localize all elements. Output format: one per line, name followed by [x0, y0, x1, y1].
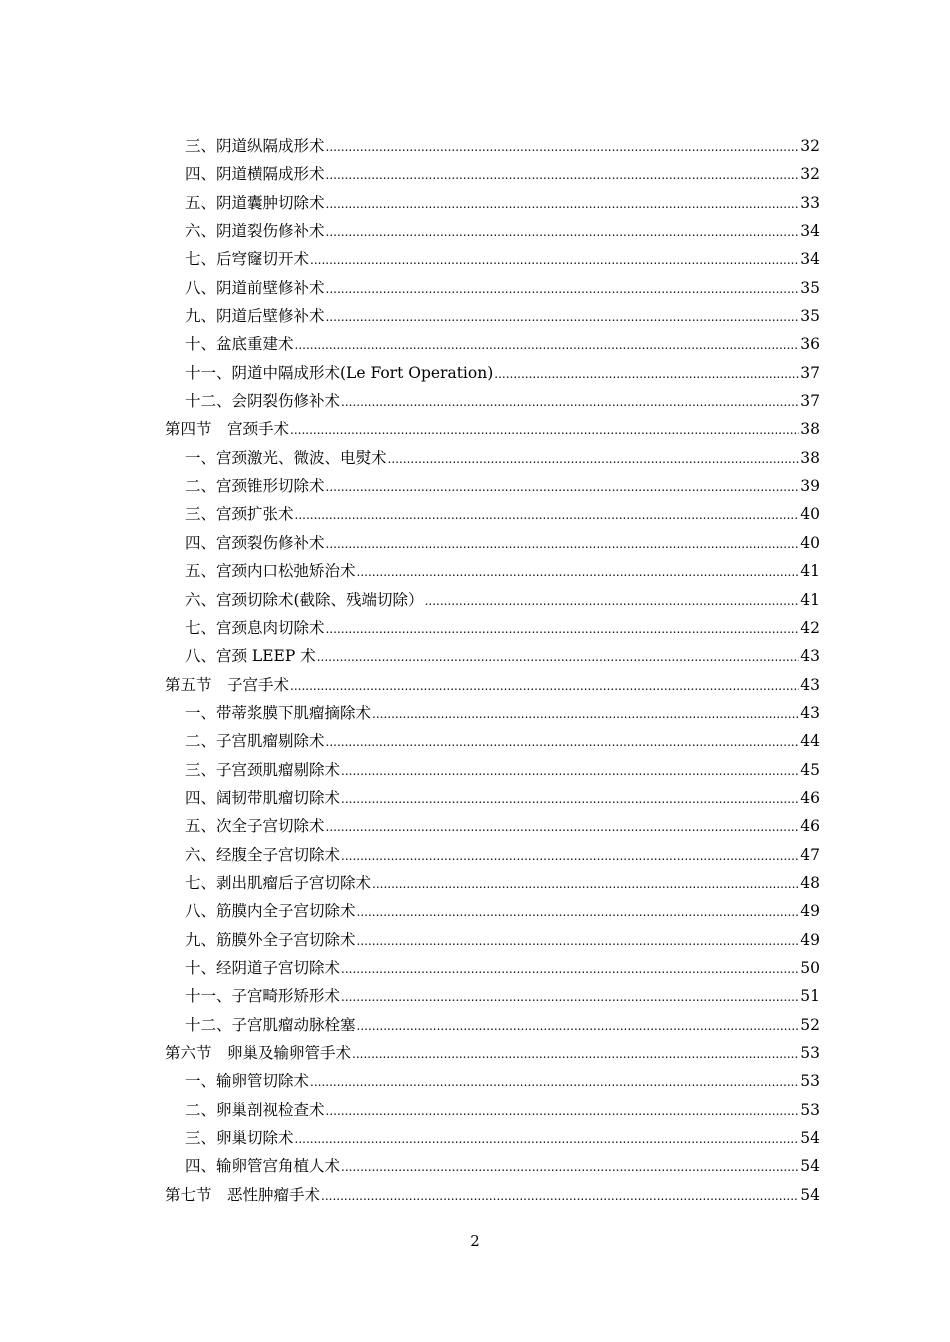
page-number: 2: [470, 1232, 480, 1250]
toc-dot-leader: [341, 757, 799, 785]
toc-entry-label: 一、输卵管切除术: [185, 1072, 310, 1091]
toc-entry[interactable]: [165, 217, 820, 245]
toc-entry-label: 六、宫颈切除术(截除、残端切除）: [185, 590, 424, 609]
table-of-contents: [165, 132, 820, 1209]
toc-entry-label: 四、阴道横隔成形术: [185, 165, 325, 184]
toc-entry-page: 49: [800, 902, 820, 921]
toc-entry-label: 六、经腹全子宫切除术: [185, 845, 341, 864]
toc-entry[interactable]: [165, 926, 820, 954]
toc-entry-label: 六、阴道裂伤修补术: [185, 222, 325, 241]
toc-entry-label: 十二、会阴裂伤修补术: [185, 392, 341, 411]
toc-dot-leader: [310, 246, 799, 274]
toc-dot-leader: [372, 700, 799, 728]
toc-entry[interactable]: [165, 274, 820, 302]
toc-entry-label: 二、卵巢剖视检查术: [185, 1100, 325, 1119]
toc-entry-page: 52: [800, 1015, 820, 1034]
toc-entry[interactable]: [165, 444, 820, 472]
toc-entry[interactable]: [165, 1067, 820, 1095]
toc-dot-leader: [290, 416, 799, 444]
toc-entry[interactable]: [165, 387, 820, 415]
toc-dot-leader: [494, 360, 799, 388]
toc-entry[interactable]: [165, 812, 820, 840]
toc-section-entry[interactable]: [165, 671, 820, 699]
toc-entry[interactable]: [165, 302, 820, 330]
toc-section-entry[interactable]: [165, 1181, 820, 1209]
toc-entry[interactable]: [165, 727, 820, 755]
toc-dot-leader: [326, 615, 800, 643]
toc-entry-label: 五、阴道囊肿切除术: [185, 193, 325, 212]
toc-section-entry[interactable]: [165, 415, 820, 443]
toc-dot-leader: [341, 1153, 799, 1181]
toc-entry-page: 34: [800, 250, 820, 269]
toc-entry[interactable]: [165, 529, 820, 557]
toc-entry[interactable]: [165, 841, 820, 869]
toc-entry-label: 一、带蒂浆膜下肌瘤摘除术: [185, 703, 372, 722]
toc-dot-leader: [326, 218, 800, 246]
toc-entry[interactable]: [165, 642, 820, 670]
toc-entry-page: 53: [800, 1100, 820, 1119]
toc-dot-leader: [326, 530, 800, 558]
toc-entry-label: 三、子宫颈肌瘤剔除术: [185, 760, 341, 779]
toc-entry-label: 十二、子宫肌瘤动脉栓塞: [185, 1015, 356, 1034]
toc-entry-page: 41: [800, 562, 820, 581]
toc-dot-leader: [326, 303, 800, 331]
toc-dot-leader: [341, 955, 799, 983]
toc-entry-page: 53: [800, 1072, 820, 1091]
toc-entry-label: 第四节 宫颈手术: [165, 420, 290, 439]
toc-dot-leader: [388, 445, 800, 473]
toc-entry-label: 七、宫颈息肉切除术: [185, 618, 325, 637]
toc-entry-label: 九、阴道后壁修补术: [185, 307, 325, 326]
toc-entry-page: 45: [800, 760, 820, 779]
toc-dot-leader: [326, 161, 800, 189]
toc-entry-page: 54: [800, 1157, 820, 1176]
toc-entry[interactable]: [165, 500, 820, 528]
toc-entry-page: 51: [800, 987, 820, 1006]
toc-entry-page: 40: [800, 533, 820, 552]
toc-entry-label: 七、后穹窿切开术: [185, 250, 310, 269]
toc-dot-leader: [321, 1182, 799, 1210]
toc-entry-label: 八、筋膜内全子宫切除术: [185, 902, 356, 921]
toc-entry[interactable]: [165, 132, 820, 160]
toc-entry[interactable]: [165, 756, 820, 784]
toc-dot-leader: [295, 501, 800, 529]
toc-entry-label: 十一、阴道中隔成形术(Le Fort Operation): [185, 363, 494, 382]
toc-entry[interactable]: [165, 869, 820, 897]
toc-dot-leader: [425, 587, 800, 615]
toc-entry-page: 39: [800, 477, 820, 496]
toc-dot-leader: [295, 1125, 800, 1153]
toc-entry-page: 32: [800, 137, 820, 155]
toc-entry-page: 34: [800, 222, 820, 241]
toc-entry-label: 五、次全子宫切除术: [185, 817, 325, 836]
toc-entry-page: 47: [800, 845, 820, 864]
toc-entry-page: 46: [800, 788, 820, 807]
toc-entry[interactable]: [165, 160, 820, 188]
toc-entry-page: 54: [800, 1185, 820, 1204]
toc-entry-page: 32: [800, 165, 820, 184]
toc-dot-leader: [326, 275, 800, 303]
toc-entry-page: 33: [800, 193, 820, 212]
toc-dot-leader: [326, 190, 800, 218]
toc-dot-leader: [290, 672, 799, 700]
toc-entry[interactable]: [165, 1011, 820, 1039]
toc-entry-page: 35: [800, 278, 820, 297]
toc-entry[interactable]: [165, 245, 820, 273]
toc-entry-label: 二、宫颈锥形切除术: [185, 477, 325, 496]
toc-entry[interactable]: [165, 472, 820, 500]
toc-entry-page: 38: [800, 420, 820, 439]
toc-entry-label: 三、宫颈扩张术: [185, 505, 294, 524]
toc-entry-label: 三、卵巢切除术: [185, 1129, 294, 1148]
toc-entry-page: 46: [800, 817, 820, 836]
toc-entry-label: 第七节 恶性肿瘤手术: [165, 1185, 321, 1204]
toc-dot-leader: [341, 983, 799, 1011]
toc-entry-page: 38: [800, 448, 820, 467]
toc-entry[interactable]: [165, 614, 820, 642]
toc-dot-leader: [341, 388, 799, 416]
toc-entry-page: 44: [800, 732, 820, 751]
toc-entry[interactable]: [165, 1124, 820, 1152]
toc-entry-label: 三、阴道纵隔成形术: [185, 137, 325, 155]
toc-entry-page: 42: [800, 618, 820, 637]
toc-entry-label: 第六节 卵巢及输卵管手术: [165, 1044, 352, 1062]
toc-entry[interactable]: [165, 586, 820, 614]
toc-entry[interactable]: [165, 189, 820, 217]
toc-entry[interactable]: [165, 1152, 820, 1180]
toc-entry-label: 十一、子宫畸形矫形术: [185, 987, 341, 1006]
toc-entry-label: 一、宫颈激光、微波、电熨术: [185, 448, 387, 467]
toc-entry-page: 43: [800, 675, 820, 694]
toc-dot-leader: [317, 643, 800, 671]
toc-dot-leader: [357, 558, 800, 586]
toc-entry-label: 八、阴道前壁修补术: [185, 278, 325, 297]
toc-entry-label: 四、阔韧带肌瘤切除术: [185, 788, 341, 807]
toc-entry-label: 二、子宫肌瘤剔除术: [185, 732, 325, 751]
toc-entry-label: 五、宫颈内口松弛矫治术: [185, 562, 356, 581]
toc-entry-page: 50: [800, 958, 820, 977]
toc-dot-leader: [372, 870, 799, 898]
toc-dot-leader: [326, 1097, 800, 1125]
toc-entry-page: 43: [800, 703, 820, 722]
toc-entry-label: 九、筋膜外全子宫切除术: [185, 930, 356, 949]
toc-dot-leader: [326, 133, 800, 161]
toc-entry[interactable]: [165, 557, 820, 585]
toc-dot-leader: [326, 728, 800, 756]
toc-entry-page: 35: [800, 307, 820, 326]
toc-dot-leader: [352, 1040, 799, 1068]
toc-dot-leader: [295, 331, 800, 359]
toc-entry[interactable]: [165, 330, 820, 358]
toc-dot-leader: [357, 898, 800, 926]
toc-entry-page: 43: [800, 647, 820, 666]
toc-entry[interactable]: [165, 1096, 820, 1124]
toc-entry-label: 四、输卵管宫角植人术: [185, 1157, 341, 1176]
toc-entry[interactable]: [165, 784, 820, 812]
toc-entry-page: 53: [800, 1044, 820, 1062]
toc-entry-label: 八、宫颈 LEEP 术: [185, 647, 316, 666]
toc-dot-leader: [341, 785, 799, 813]
toc-entry-label: 十、盆底重建术: [185, 335, 294, 354]
toc-entry[interactable]: [165, 982, 820, 1010]
toc-entry-label: 第五节 子宫手术: [165, 675, 290, 694]
toc-dot-leader: [326, 473, 800, 501]
toc-section-entry[interactable]: [165, 1039, 820, 1067]
toc-dot-leader: [357, 927, 800, 955]
toc-entry[interactable]: [165, 954, 820, 982]
toc-entry-page: 41: [800, 590, 820, 609]
toc-dot-leader: [357, 1012, 800, 1040]
toc-entry-page: 54: [800, 1129, 820, 1148]
toc-entry-label: 四、宫颈裂伤修补术: [185, 533, 325, 552]
toc-entry-label: 十、经阴道子宫切除术: [185, 958, 341, 977]
toc-entry[interactable]: [165, 699, 820, 727]
toc-entry-page: 40: [800, 505, 820, 524]
toc-entry[interactable]: [165, 897, 820, 925]
toc-dot-leader: [326, 813, 800, 841]
toc-dot-leader: [310, 1068, 799, 1096]
toc-entry[interactable]: [165, 359, 820, 387]
toc-entry-page: 49: [800, 930, 820, 949]
toc-dot-leader: [341, 842, 799, 870]
toc-entry-label: 七、剥出肌瘤后子宫切除术: [185, 873, 372, 892]
toc-entry-page: 37: [800, 392, 820, 411]
toc-entry-page: 37: [800, 363, 820, 382]
toc-entry-page: 36: [800, 335, 820, 354]
toc-entry-page: 48: [800, 873, 820, 892]
